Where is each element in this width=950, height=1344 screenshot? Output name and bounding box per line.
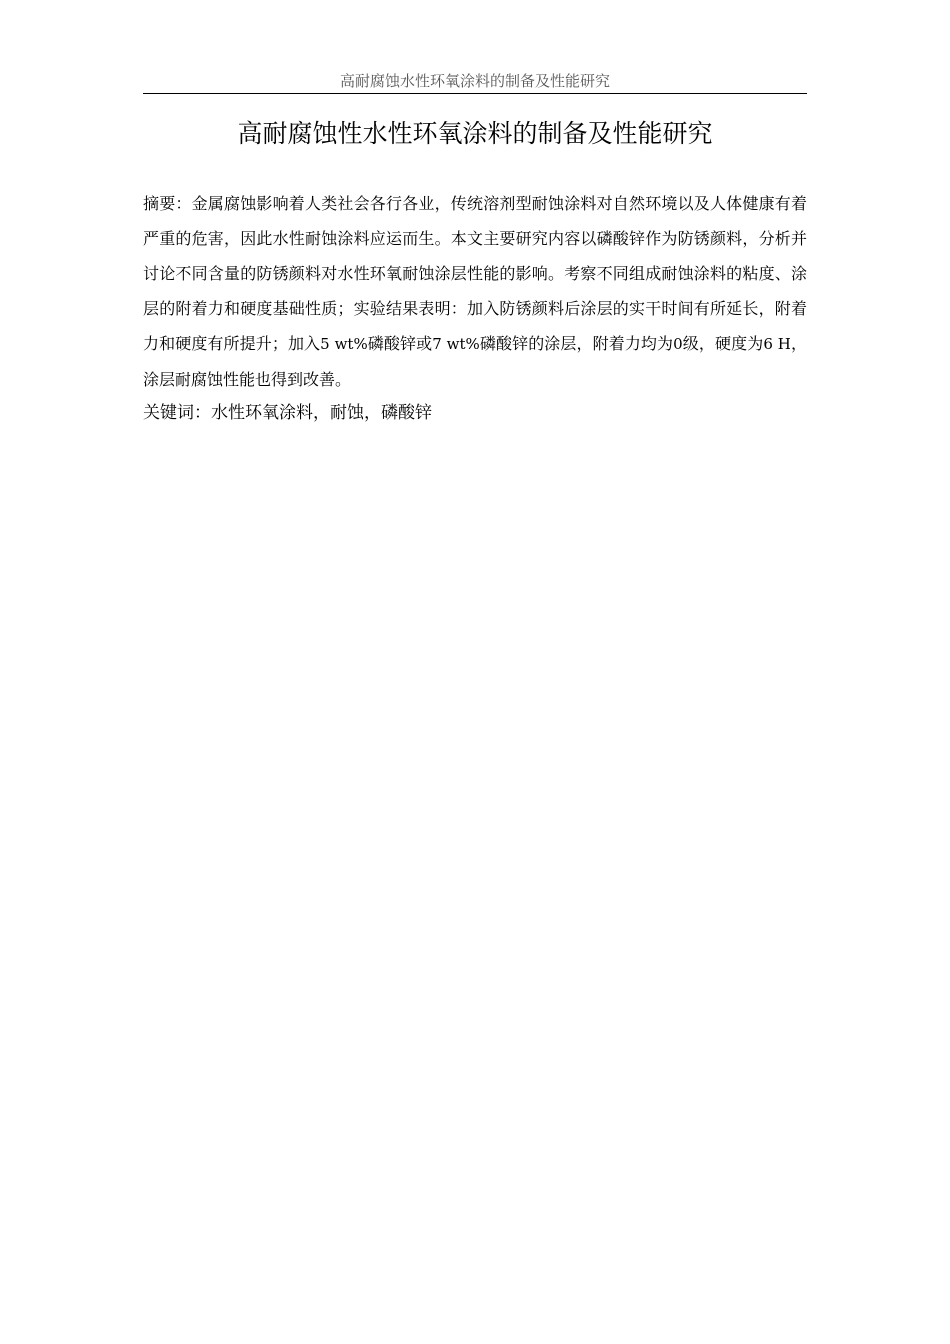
abstract-paragraph: [143, 186, 807, 397]
zinc-phosphate-content-5: 5 wt%: [320, 335, 368, 353]
adhesion-grade: 0: [673, 335, 683, 353]
abstract-label: 摘要：: [143, 194, 192, 213]
keywords-label: 关键词：: [143, 403, 211, 423]
document-title: 高耐腐蚀性水性环氧涂料的制备及性能研究: [237, 119, 713, 148]
abstract-text: 金属腐蚀影响着人类社会各行各业，传统溶剂型耐蚀涂料对自然环境以及人体健康有着严重的危害，因此水性耐蚀涂料应运而生。本文主要研究内容以磷酸锌作为防锈颜料，分析并讨论不同含量的防锈颜料对水性环氧耐蚀涂层性能的影响。考察不同组成耐蚀涂料的粘度、涂层的附着力和硬度基础性质；实验结果表明：加入防锈颜料后涂层的实干时间有所延长，附着力和硬度有所提升；加入: [143, 194, 807, 353]
hardness-value: 6 H: [763, 335, 791, 353]
abstract-text: 磷酸锌或: [367, 334, 433, 353]
abstract-text: 级，硬度为: [682, 334, 764, 353]
keywords-line: [143, 396, 807, 430]
zinc-phosphate-content-7: 7 wt%: [432, 335, 480, 353]
keywords-text: 水性环氧涂料，耐蚀，磷酸锌: [211, 403, 432, 423]
abstract-text: 磷酸锌的涂层，附着力均为: [479, 334, 674, 353]
header-rule: [143, 93, 807, 94]
running-header: 高耐腐蚀水性环氧涂料的制备及性能研究: [339, 72, 610, 90]
abstract-text: ，涂层耐腐蚀性能也得到改善。: [143, 334, 807, 389]
